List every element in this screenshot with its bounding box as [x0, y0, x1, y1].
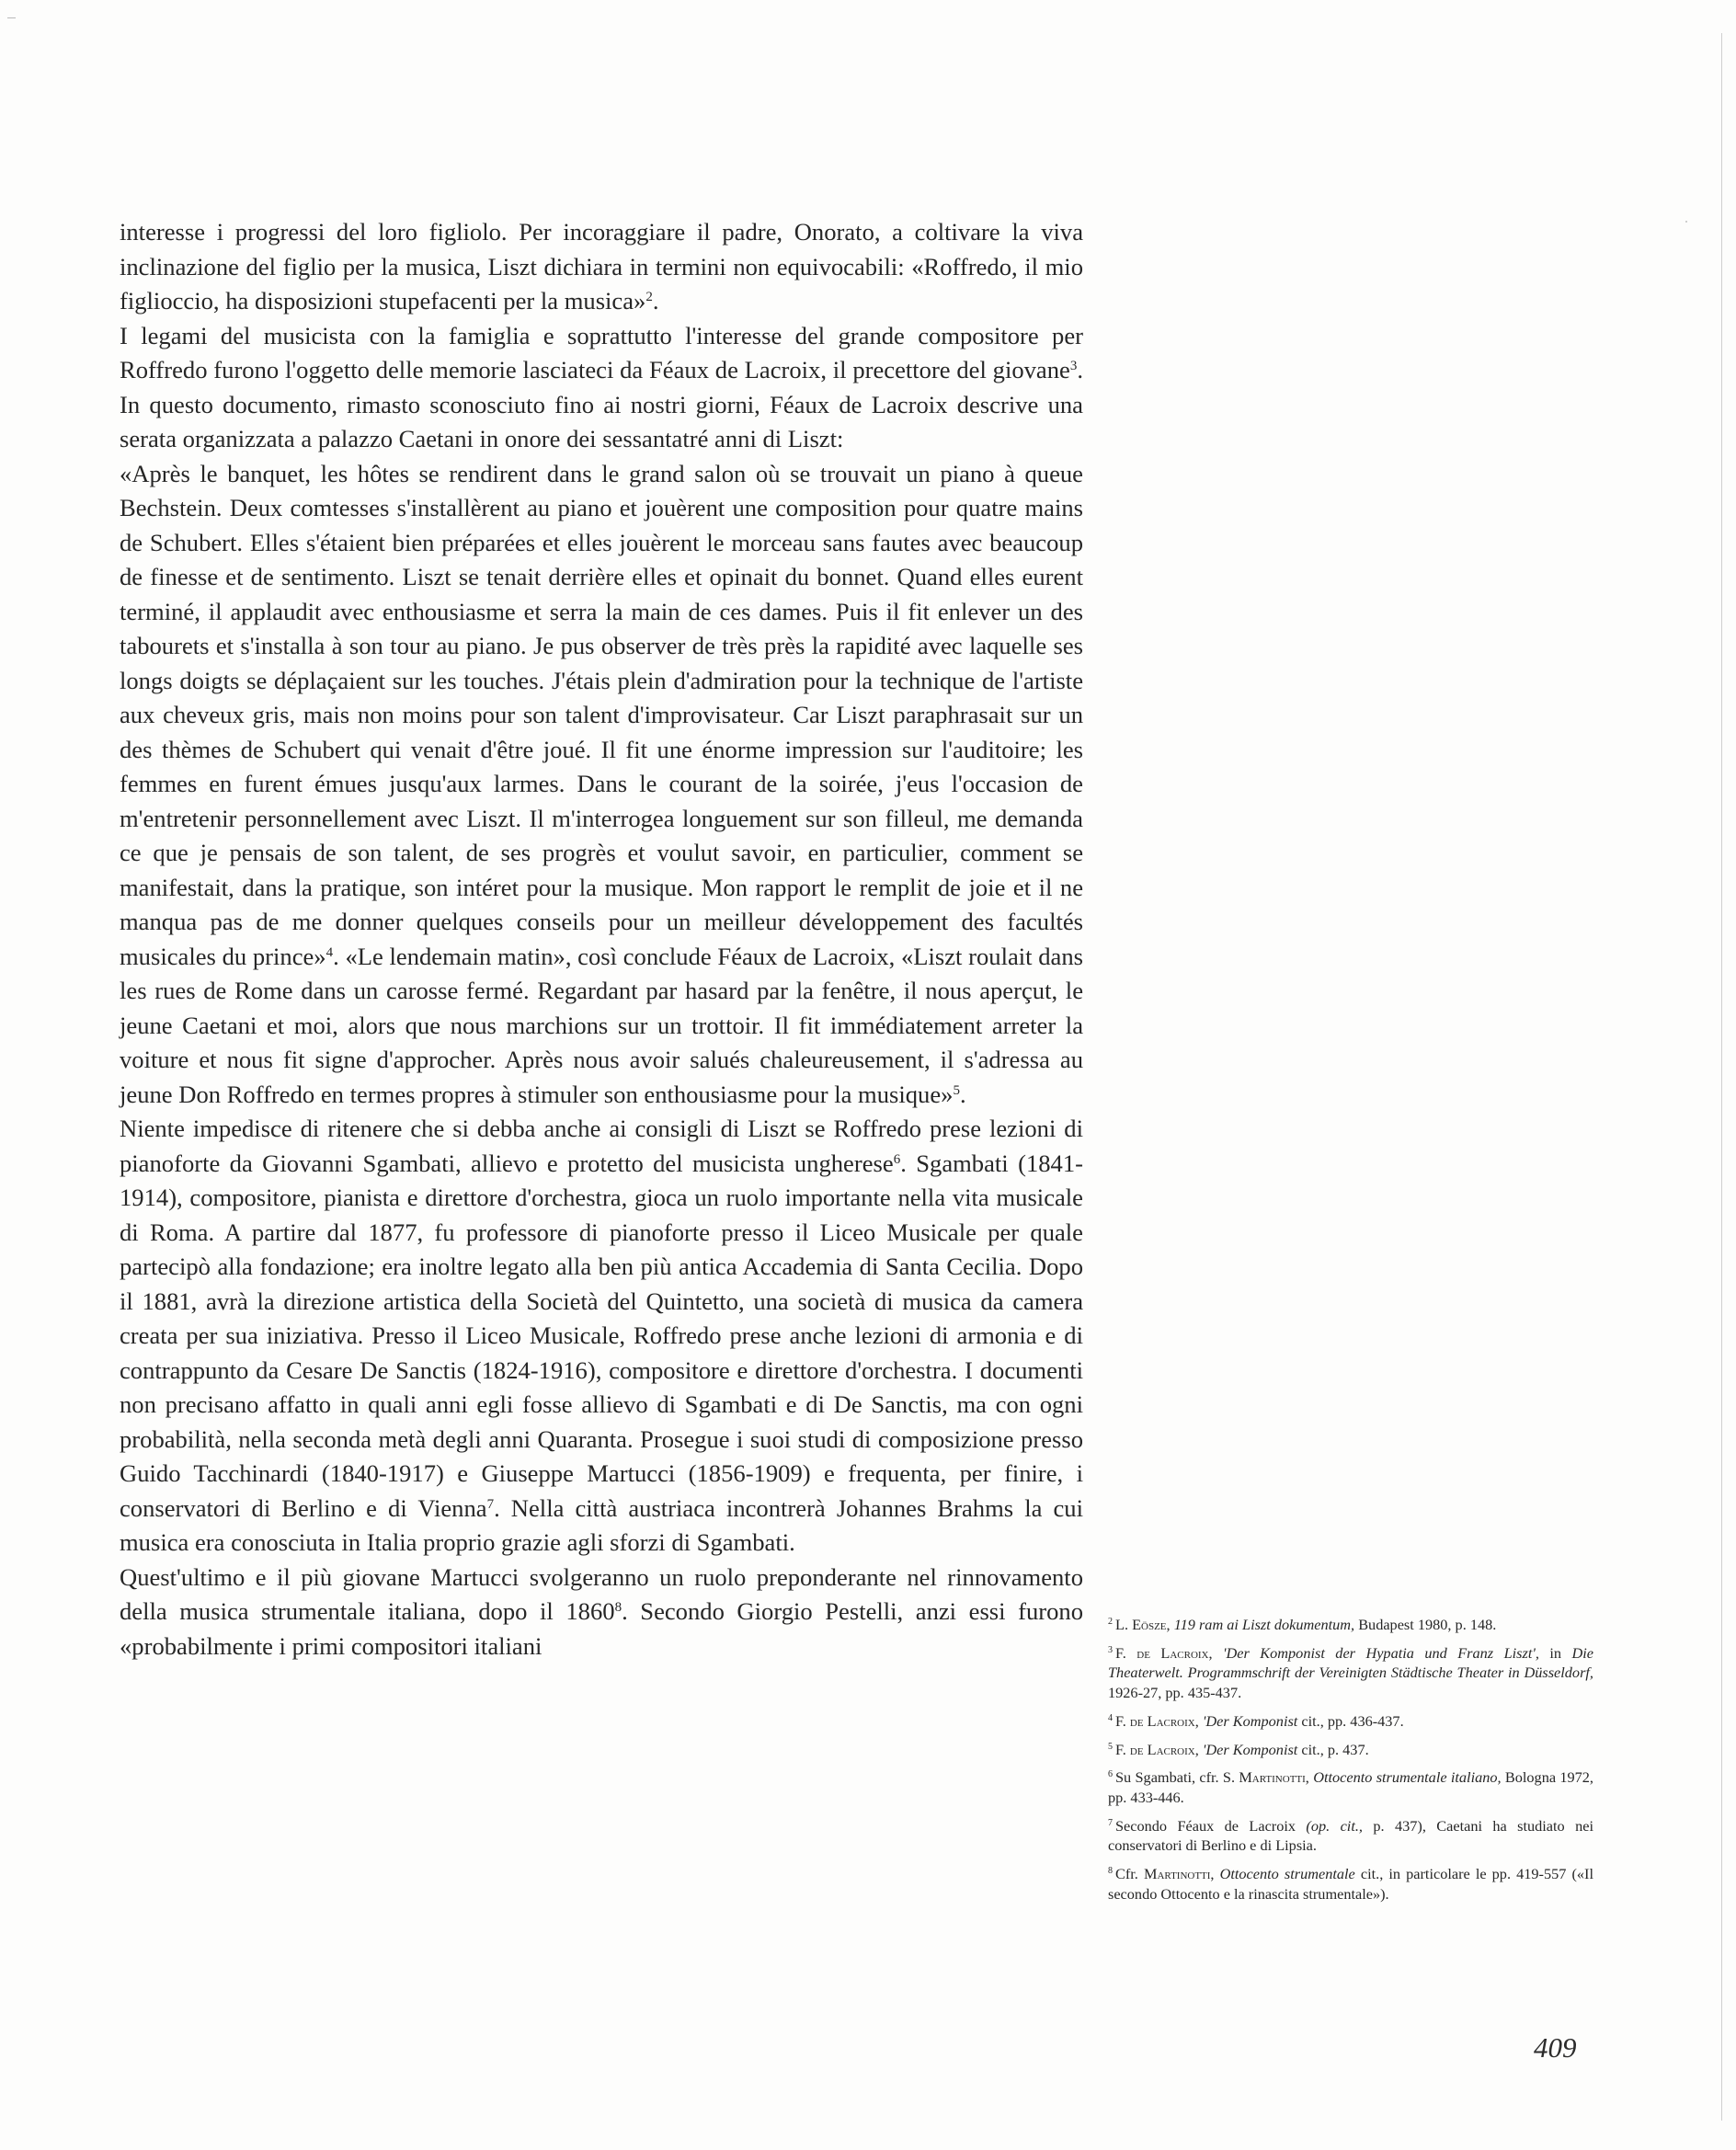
- footnote-8: [1108, 1864, 1593, 1904]
- paragraph-text: .: [959, 1080, 966, 1108]
- paragraph-text: .: [652, 287, 659, 314]
- paragraph-text: interesse i progressi del loro figliolo. Per incoraggiare il padre, Onorato, a coltivare la viva inclinazione del figlio per la musica, Liszt dichiara in termini non equivocabili: «Roffredo, il mio figlioccio, ha disposizioni stupefacenti per la musica»: [120, 218, 1083, 314]
- paragraph-text: «Après le banquet, les hôtes se rendirent dans le grand salon où se trouvait un piano à queue Bechstein. Deux comtesses s'installèrent au piano et jouèrent une composition pour quatre mains de Schubert. Elles s'étaient bien préparées et elles jouèrent le morceau sans fautes avec beaucoup de finesse et de sentimento. Liszt se tenait derrière elles et opinait du bonnet. Quand elles eurent terminé, il applaudit avec enthousiasme et serra la main de ces dames. Puis il fit enlever un des tabourets et s'installa à son tour au piano. Je pus observer de très près la rapidité avec laquelle ses longs doigts se déplaçaient sur les touches. J'étais plein d'admiration pour la technique de l'artiste aux cheveux gris, mais non moins pour son talent d'improvisateur. Car Liszt paraphrasait sur un des thèmes de Schubert qui venait d'être joué. Il fit une énorme impression sur l'auditoire; les femmes en furent émues jusqu'aux larmes. Dans le courant de la soirée, j'eus l'occasion de m'entretenir personnellement avec Liszt. Il m'interrogea longuement sur son filleul, me demanda ce que je pensais de son talent, de ses progrès et voulut savoir, en particulier, comment se manifestait, dans la pratique, son intéret pour la musique. Mon rapport le remplit de joie et il ne manqua pas de me donner quelques conseils pour un meilleur développement des facultés musicales du prince»: [120, 459, 1083, 970]
- footnote-author: Martinotti,: [1239, 1768, 1309, 1787]
- scan-mark: [7, 17, 16, 18]
- footnote-text: Bologna 1972, pp. 433-446.: [1108, 1768, 1593, 1806]
- footnote-title: 'Der Komponist: [1202, 1711, 1298, 1730]
- footnote-number: 2: [1108, 1617, 1113, 1627]
- paragraph-text: Quest'ultimo e il più giovane Martucci svolgeranno un ruolo preponderante nel rinnovamento della musica strumentale italiana, dopo il 1860: [120, 1562, 1083, 1625]
- footnote-ref-6[interactable]: 6: [893, 1151, 901, 1167]
- footnote-ref-8[interactable]: 8: [614, 1600, 622, 1615]
- footnote-title: Die Theaterwelt. Programmschrift der Vereinigten Städtische Theater in Düsseldorf,: [1108, 1643, 1593, 1682]
- footnote-text: cit., in particolare le pp. 419-557 («Il secondo Ottocento e la rinascita strumentale»).: [1108, 1865, 1593, 1903]
- paragraph-text: . «Le lendemain matin», così conclude Féaux de Lacroix, «Liszt roulait dans les rues de Rome dans un carosse fermé. Regardant par hasard par la fenêtre, il nous aperçut, le jeune Caetani et moi, alors que nous marchions sur un trottoir. Il fit immédiatement arreter la voiture et nous fit signe d'approcher. Après nous avoir salués chaleureusement, il s'adressa au jeune Don Roffredo en termes propres à stimuler son enthousiasme pour la musique»: [120, 942, 1083, 1108]
- paragraph-text: I legami del musicista con la famiglia e soprattutto l'interesse del grande compositore per Roffredo furono l'oggetto delle memorie lasciateci da Féaux de Lacroix, il precettore del giovane: [120, 321, 1083, 383]
- footnote-author: F. de Lacroix,: [1115, 1711, 1199, 1730]
- footnote-ref-3[interactable]: 3: [1069, 359, 1078, 373]
- paragraph-4: [120, 1112, 1083, 1561]
- footnote-author: F. de Lacroix,: [1115, 1740, 1199, 1758]
- footnote-number: 7: [1108, 1817, 1113, 1828]
- footnote-text: Budapest 1980, p. 148.: [1354, 1616, 1497, 1633]
- footnote-3: [1108, 1643, 1593, 1703]
- paragraph-3-quotation: [120, 457, 1083, 1113]
- footnote-title: 'Der Komponist der Hypatia und Franz Liszt',: [1223, 1643, 1539, 1662]
- footnote-ref-7[interactable]: 7: [486, 1496, 495, 1512]
- footnote-author: Martinotti,: [1143, 1865, 1215, 1883]
- footnote-6: [1108, 1767, 1593, 1807]
- footnote-number: 8: [1108, 1866, 1113, 1877]
- footnote-2: [1108, 1615, 1593, 1635]
- footnote-author: F. de Lacroix,: [1115, 1643, 1213, 1662]
- paragraph-text: . Sgambati (1841-1914), compositore, pianista e direttore d'orchestra, gioca un ruolo importante nella vita musicale di Roma. A partire dal 1877, fu professore di pianoforte presso il Liceo Musicale per quale partecipò alla fondazione; era inoltre legato alla ben più antica Accademia di Santa Cecilia. Dopo il 1881, avrà la direzione artistica della Società del Quintetto, una società di musica da camera creata per sua iniziativa. Presso il Liceo Musicale, Roffredo prese anche lezioni di armonia e di contrappunto da Cesare De Sanctis (1824-1916), compositore e direttore d'orchestra. I documenti non precisano affatto in quali anni egli fosse allievo di Sgambati e di De Sanctis, ma con ogni probabilità, nella seconda metà degli anni Quaranta. Prosegue i suoi studi di composizione presso Guido Tacchinardi (1840-1917) e Giuseppe Martucci (1856-1909) e frequenta, per finire, i conservatori di Berlino e di Vienna: [120, 1149, 1083, 1522]
- paragraph-text: . Secondo Giorgio Pestelli, anzi essi furono «probabilmente i primi compositori italiani: [120, 1597, 1083, 1660]
- footnote-number: 3: [1108, 1644, 1113, 1655]
- paragraph-text: . Nella città austriaca incontrerà Johannes Brahms la cui musica era conosciuta in Italia proprio grazie agli sforzi di Sgambati.: [120, 1493, 1083, 1556]
- page-number: 409: [1534, 2031, 1577, 2064]
- footnotes-column: [1108, 1615, 1593, 1912]
- footnote-text: p. 437), Caetani ha studiato nei conservatori di Berlino e di Lipsia.: [1108, 1816, 1593, 1855]
- footnote-text: cit., p. 437.: [1297, 1740, 1369, 1758]
- footnote-ref-2[interactable]: 2: [645, 290, 653, 304]
- footnote-title: 'Der Komponist: [1202, 1740, 1298, 1758]
- paragraph-1: [120, 215, 1083, 319]
- footnote-4: [1108, 1711, 1593, 1732]
- footnote-text: cit., pp. 436-437.: [1297, 1711, 1404, 1730]
- footnote-text: Su Sgambati, cfr. S.: [1115, 1768, 1239, 1787]
- footnote-ref-4[interactable]: 4: [326, 944, 334, 960]
- paragraph-2: [120, 319, 1083, 457]
- footnote-text: in: [1538, 1643, 1572, 1662]
- scan-speck: [1685, 221, 1687, 223]
- footnote-5: [1108, 1740, 1593, 1760]
- footnote-text: Secondo Féaux de Lacroix: [1115, 1816, 1307, 1835]
- footnote-number: 5: [1108, 1741, 1113, 1752]
- page-edge-line: [1721, 33, 1722, 2121]
- footnote-number: 6: [1108, 1769, 1113, 1780]
- footnote-number: 4: [1108, 1712, 1113, 1723]
- main-text-column: [120, 215, 1083, 1664]
- paragraph-text: . In questo documento, rimasto sconosciuto fino ai nostri giorni, Féaux de Lacroix descrive una serata organizzata a palazzo Caetani in onore dei sessantatré anni di Liszt:: [120, 356, 1083, 452]
- paragraph-text: Niente impedisce di ritenere che si debba anche ai consigli di Liszt se Roffredo prese lezioni di pianoforte da Giovanni Sgambati, allievo e protetto del musicista ungherese: [120, 1115, 1083, 1177]
- footnote-text: Cfr.: [1115, 1865, 1144, 1883]
- footnote-title: 119 ram ai Liszt dokumentum,: [1173, 1616, 1355, 1633]
- paragraph-5: [120, 1561, 1083, 1664]
- footnote-7: [1108, 1816, 1593, 1856]
- footnote-title: (op. cit.,: [1306, 1816, 1363, 1835]
- footnote-text: 1926-27, pp. 435-437.: [1108, 1684, 1242, 1702]
- footnote-ref-5[interactable]: 5: [953, 1082, 960, 1098]
- footnote-title: Ottocento strumentale: [1219, 1865, 1355, 1883]
- footnote-title: Ottocento strumentale italiano,: [1313, 1768, 1502, 1787]
- footnote-author: L. Eösze,: [1115, 1616, 1171, 1633]
